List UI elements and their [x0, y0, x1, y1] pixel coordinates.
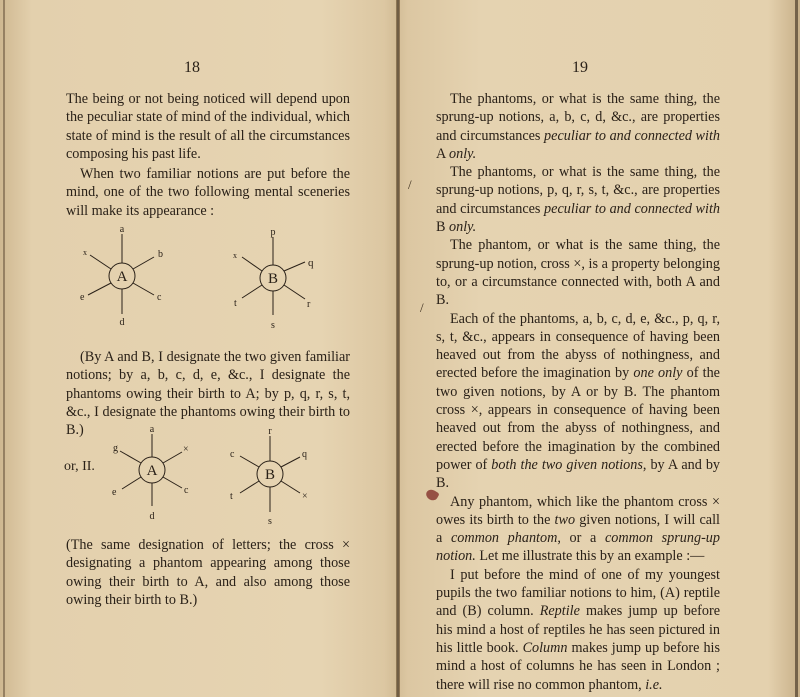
svg-text:c: c: [157, 292, 162, 303]
svg-text:e: e: [112, 487, 117, 498]
caption-2: [66, 536, 350, 609]
diagram-scenery-2: [112, 424, 332, 529]
svg-text:s: s: [268, 516, 272, 527]
left-text-top: [66, 90, 350, 220]
svg-text:g: g: [113, 443, 118, 454]
right-text: [436, 90, 720, 694]
svg-text:A: A: [116, 269, 128, 285]
paragraph: When two familiar notions are put before the mind, one of the two following mental sceneries will make its appearance :: [66, 166, 350, 219]
label-or-ii: or, II.: [64, 459, 95, 474]
caption: (The same designation of letters; the cross × designating a phantom appearing among those owing their birth to A, and also among those owing their birth to B.): [66, 537, 350, 608]
paragraph: The phantoms, or what is the same thing, the sprung-up notions, p, q, r, s, t, &c., are properties and circumstances peculiar to and connected with B only.: [436, 164, 720, 236]
svg-text:b: b: [158, 249, 163, 260]
left-page: [0, 0, 398, 697]
svg-text:B: B: [264, 467, 276, 483]
svg-text:p: p: [270, 227, 276, 238]
svg-text:t: t: [230, 491, 233, 502]
notion-diagram-1: [80, 222, 340, 332]
diagram-scenery-1: [80, 222, 340, 337]
svg-text:d: d: [149, 511, 155, 522]
svg-text:q: q: [302, 449, 307, 460]
svg-text:x: x: [233, 251, 237, 260]
svg-text:e: e: [80, 292, 85, 303]
margin-annotation: /: [420, 300, 424, 315]
svg-text:×: ×: [302, 491, 308, 502]
svg-text:c: c: [230, 449, 235, 460]
svg-text:t: t: [234, 298, 237, 309]
paragraph: The phantom, or what is the same thing, the sprung-up notion, cross ×, is a property belonging to, or a circumstance connected with, both A and B.: [436, 237, 720, 309]
svg-text:x: x: [83, 248, 87, 257]
svg-text:a: a: [149, 424, 155, 435]
svg-text:c: c: [184, 485, 189, 496]
svg-text:a: a: [119, 224, 125, 235]
paragraph: I put before the mind of one of my youngest pupils the two familiar notions to him, (A) reptile and (B) column. Reptile makes jump up before his mind a host of reptiles he has seen pictured in his little book. Column makes jump up before his mind a host of columns he has seen in London ; there will rise no common phantom, i.e.: [436, 566, 721, 693]
page-number: 18: [184, 59, 200, 76]
svg-text:d: d: [119, 317, 125, 328]
paragraph: Any phantom, which like the phantom cross × owes its birth to the two given notions, I will call a common phantom, or a common sprung-up notion. Let me illustrate this by an example :—: [436, 493, 720, 565]
notion-diagram-2: [112, 424, 332, 527]
svg-text:r: r: [307, 299, 311, 310]
caption: (By A and B, I designate the two given familiar notions; by a, b, c, d, e, &c., I designate the phantoms owing their birth to A; by p, q, r, s, t, &c., I designate the phantoms owing their birth to B.): [66, 349, 350, 439]
paragraph: The being or not being noticed will depend upon the peculiar state of mind of the individual, which state of mind is the result of all the circumstances composing his past life.: [66, 91, 350, 162]
paragraph: Each of the phantoms, a, b, c, d, e, &c., p, q, r, s, t, &c., appears in consequence of having been heaved out from the abyss of nothingness, and erected before the imagination by one only of the two given notions, by A or by B. The phantom cross ×, appears in consequence of having been heaved out from the abyss of nothingness, and erected before the imagination by the combined power of both the two given notions, by A and by B.: [436, 310, 721, 492]
svg-text:B: B: [267, 271, 279, 287]
paragraph: The phantoms, or what is the same thing, the sprung-up notions, a, b, c, d, &c., are properties and circumstances peculiar to and connected with A only.: [436, 91, 720, 162]
page-number: 19: [572, 59, 588, 76]
margin-annotation: /: [408, 177, 412, 192]
svg-text:A: A: [146, 463, 158, 479]
svg-text:×: ×: [183, 444, 189, 455]
svg-text:r: r: [268, 426, 272, 437]
svg-text:q: q: [308, 257, 314, 269]
svg-text:s: s: [271, 320, 275, 331]
right-page: [402, 0, 800, 697]
